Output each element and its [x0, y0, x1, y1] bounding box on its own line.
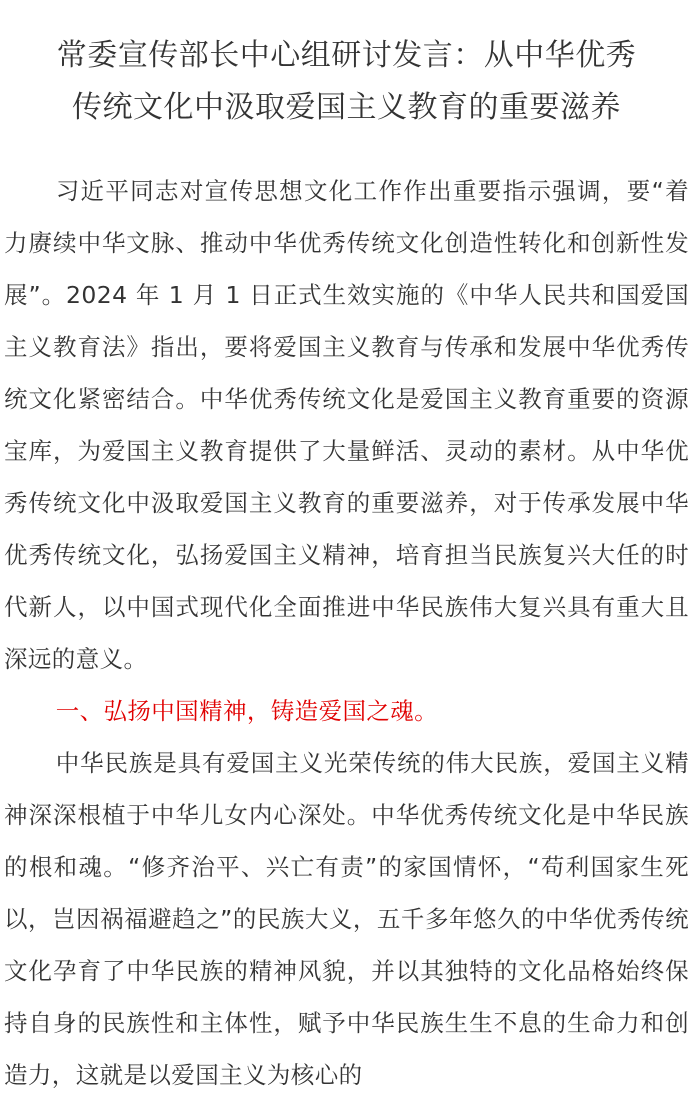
body-paragraph-intro: 习近平同志对宣传思想文化工作作出重要指示强调，要“着力赓续中华文脉、推动中华优秀传统文化创造性转化和创新性发展”。2024 年 1 月 1 日正式生效实施的《中华人民共和国爱国主义教育法》指出，要将爱国主义教育与传承和发展中华优秀传统文化紧密结合。中华优秀传统文化是爱国主义教育重要的资源宝库，为爱国主义教育提供了大量鲜活、灵动的素材。从中华优秀传统文化中汲取爱国主义教育的重要滋养，对于传承发展中华优秀传统文化，弘扬爱国主义精神，培育担当民族复兴大任的时代新人，以中国式现代化全面推进中华民族伟大复兴具有重大且深远的意义。 [4, 177, 689, 673]
section-heading-one: 一、弘扬中国精神，铸造爱国之魂。 [55, 697, 439, 725]
article-title [0, 0, 693, 134]
article-title-line-2: 传统文化中汲取爱国主义教育的重要滋养 [72, 90, 621, 125]
body-paragraph-section-one: 中华民族是具有爱国主义光荣传统的伟大民族，爱国主义精神深深根植于中华儿女内心深处。中华优秀传统文化是中华民族的根和魂。“修齐治平、兴亡有责”的家国情怀，“苟利国家生死以，岂因祸福避趋之”的民族大义，五千多年悠久的中华优秀传统文化孕育了中华民族的精神风貌，并以其独特的文化品格始终保持自身的民族性和主体性，赋予中华民族生生不息的生命力和创造力，这就是以爱国主义为核心的 [4, 749, 689, 1089]
article-title-line-1: 常委宣传部长中心组研讨发言：从中华优秀 [56, 38, 637, 73]
article-body [0, 165, 693, 1101]
